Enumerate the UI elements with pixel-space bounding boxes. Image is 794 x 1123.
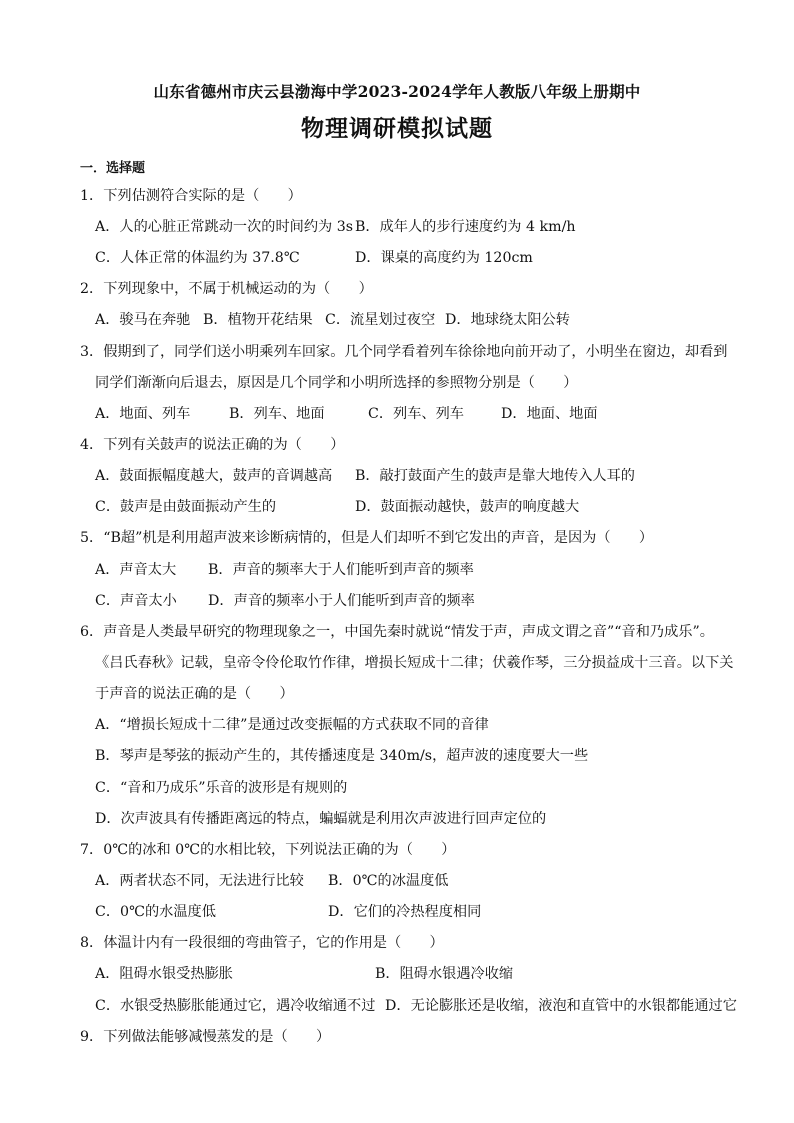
question-stem: 8．体温计内有一段很细的弯曲管子，它的作用是（ ） bbox=[80, 935, 444, 951]
question-stem: 7．0℃的冰和 0℃的水相比较，下列说法正确的为（ ） bbox=[80, 842, 456, 858]
option-a: A．“增损长短成十二律”是通过改变振幅的方式获取不同的音律 bbox=[95, 717, 489, 733]
option-d: D．无论膨胀还是收缩，液泡和直管中的水银都能通过它 bbox=[385, 998, 737, 1014]
option-b: B．0℃的冰温度低 bbox=[328, 873, 449, 889]
option-b: B．阻碍水银遇冷收缩 bbox=[375, 966, 514, 982]
option-d: D．它们的冷热程度相同 bbox=[328, 904, 482, 920]
question-stem-cont: 于声音的说法正确的是（ ） bbox=[95, 686, 294, 702]
option-b: B．植物开花结果 bbox=[203, 312, 313, 328]
option-d: D．次声波具有传播距离远的特点，蝙蝠就是利用次声波进行回声定位的 bbox=[95, 811, 547, 827]
option-c: C．流星划过夜空 bbox=[325, 312, 436, 328]
option-a: A．鼓面振幅度越大，鼓声的音调越高 bbox=[95, 468, 333, 484]
option-c: C．0℃的水温度低 bbox=[95, 904, 216, 920]
option-a: A．人的心脏正常跳动一次的时间约为 3s bbox=[95, 219, 354, 235]
option-d: D．鼓面振动越快，鼓声的响度越大 bbox=[355, 499, 580, 515]
exam-title: 物理调研模拟试题 bbox=[301, 115, 493, 142]
question-stem-cont: 同学们渐渐向后退去，原因是几个同学和小明所选择的参照物分别是（ ） bbox=[95, 375, 578, 391]
option-a: A．声音太大 bbox=[95, 562, 177, 578]
question-stem-cont: 《吕氏春秋》记载，皇帝令伶伦取竹作律，增损长短成十二律；伏羲作琴，三分损益成十三音。以下关 bbox=[95, 655, 734, 671]
option-d: D．课桌的高度约为 120cm bbox=[355, 250, 533, 266]
option-d: D．地面、地面 bbox=[501, 406, 598, 422]
option-b: B．成年人的步行速度约为 4 km/h bbox=[355, 219, 576, 235]
option-a: A．两者状态不同，无法进行比较 bbox=[95, 873, 304, 889]
question-stem: 3．假期到了，同学们送小明乘列车回家。几个同学看着列车徐徐地向前开动了，小明坐在窗边，却看到 bbox=[80, 344, 728, 360]
option-b: B．列车、地面 bbox=[229, 406, 325, 422]
option-b: B．声音的频率大于人们能听到声音的频率 bbox=[208, 562, 474, 578]
option-c: C．水银受热膨胀能通过它，遇冷收缩通不过 bbox=[95, 998, 376, 1014]
option-b: B．琴声是琴弦的振动产生的，其传播速度是 340m/s，超声波的速度要大一些 bbox=[95, 748, 589, 764]
option-a: A．阻碍水银受热膨胀 bbox=[95, 966, 233, 982]
question-stem: 2．下列现象中，不属于机械运动的为（ ） bbox=[80, 281, 373, 297]
option-b: B．敲打鼓面产生的鼓声是靠大地传入人耳的 bbox=[355, 468, 635, 484]
option-c: C．鼓声是由鼓面振动产生的 bbox=[95, 499, 277, 515]
option-c: C．人体正常的体温约为 37.8℃ bbox=[95, 250, 300, 266]
option-a: A．骏马在奔驰 bbox=[95, 312, 191, 328]
question-stem: 6．声音是人类最早研究的物理现象之一，中国先秦时就说“情发于声，声成文谓之音”“音和乃成乐”。 bbox=[80, 624, 714, 640]
option-c: C．“音和乃成乐”乐音的波形是有规则的 bbox=[95, 780, 348, 796]
question-stem: 9．下列做法能够减慢蒸发的是（ ） bbox=[80, 1029, 331, 1045]
option-d: D．地球绕太阳公转 bbox=[445, 312, 570, 328]
section-heading: 一．选择题 bbox=[80, 161, 146, 176]
question-stem: 4．下列有关鼓声的说法正确的为（ ） bbox=[80, 437, 345, 453]
option-c: C．列车、列车 bbox=[368, 406, 464, 422]
question-stem: 1．下列估测符合实际的是（ ） bbox=[80, 188, 302, 204]
option-c: C．声音太小 bbox=[95, 593, 177, 609]
option-a: A．地面、列车 bbox=[95, 406, 191, 422]
option-d: D．声音的频率小于人们能听到声音的频率 bbox=[208, 593, 475, 609]
question-stem: 5．“B超”机是利用超声波来诊断病情的，但是人们却听不到它发出的声音，是因为（ ） bbox=[80, 530, 654, 546]
exam-subtitle: 山东省德州市庆云县渤海中学2023-2024学年人教版八年级上册期中 bbox=[153, 82, 641, 101]
